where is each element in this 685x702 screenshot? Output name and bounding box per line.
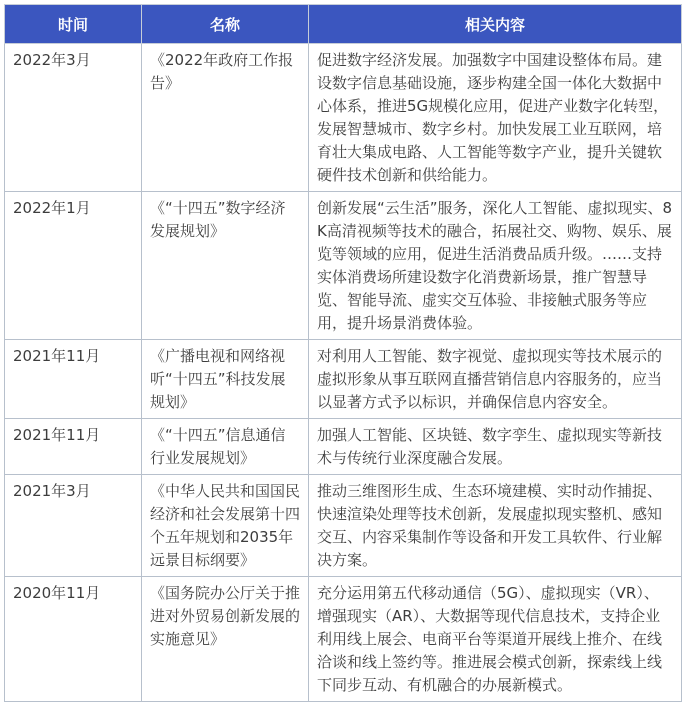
cell-content: 对利用人工智能、数字视觉、虚拟现实等技术展示的虚拟形象从事互联网直播营销信息内容服务的，应当以显著方式予以标识，并确保信息内容安全。: [309, 340, 682, 419]
header-name: 名称: [142, 5, 309, 44]
cell-time: 2022年3月: [5, 44, 142, 192]
cell-content: 充分运用第五代移动通信（5G）、虚拟现实（VR）、增强现实（AR）、大数据等现代信息技术，支持企业利用线上展会、电商平台等渠道开展线上推介、在线洽谈和线上签约等。推进展会模式创新，探索线上线下同步互动、有机融合的办展新模式。: [309, 577, 682, 702]
cell-content: 促进数字经济发展。加强数字中国建设整体布局。建设数字信息基础设施，逐步构建全国一体化大数据中心体系，推进5G规模化应用，促进产业数字化转型，发展智慧城市、数字乡村。加快发展工业互联网，培育壮大集成电路、人工智能等数字产业，提升关键软硬件技术创新和供给能力。: [309, 44, 682, 192]
cell-name: 《“十四五”信息通信行业发展规划》: [142, 419, 309, 475]
cell-name: 《中华人民共和国国民经济和社会发展第十四个五年规划和2035年远景目标纲要》: [142, 475, 309, 577]
cell-content: 推动三维图形生成、生态环境建模、实时动作捕捉、快速渲染处理等技术创新，发展虚拟现实整机、感知交互、内容采集制作等设备和开发工具软件、行业解决方案。: [309, 475, 682, 577]
table-row: [5, 44, 682, 192]
cell-content: 加强人工智能、区块链、数字孪生、虚拟现实等新技术与传统行业深度融合发展。: [309, 419, 682, 475]
cell-time: 2021年3月: [5, 475, 142, 577]
cell-name: 《广播电视和网络视听“十四五”科技发展规划》: [142, 340, 309, 419]
cell-time: 2020年11月: [5, 577, 142, 702]
header-content: 相关内容: [309, 5, 682, 44]
header-row: [5, 5, 682, 44]
cell-content: 创新发展“云生活”服务，深化人工智能、虚拟现实、8K高清视频等技术的融合，拓展社交、购物、娱乐、展览等领域的应用，促进生活消费品质升级。……支持实体消费场所建设数字化消费新场景，推广智慧导览、智能导流、虚实交互体验、非接触式服务等应用，提升场景消费体验。: [309, 192, 682, 340]
cell-name: 《“十四五”数字经济发展规划》: [142, 192, 309, 340]
table-row: [5, 475, 682, 577]
table-row: [5, 419, 682, 475]
header-time: 时间: [5, 5, 142, 44]
table-body: [5, 44, 682, 702]
cell-time: 2021年11月: [5, 340, 142, 419]
policy-table: [4, 4, 682, 702]
cell-name: 《国务院办公厅关于推进对外贸易创新发展的实施意见》: [142, 577, 309, 702]
cell-name: 《2022年政府工作报告》: [142, 44, 309, 192]
cell-time: 2021年11月: [5, 419, 142, 475]
table-header: [5, 5, 682, 44]
table-row: [5, 577, 682, 702]
table-row: [5, 340, 682, 419]
cell-time: 2022年1月: [5, 192, 142, 340]
table-row: [5, 192, 682, 340]
